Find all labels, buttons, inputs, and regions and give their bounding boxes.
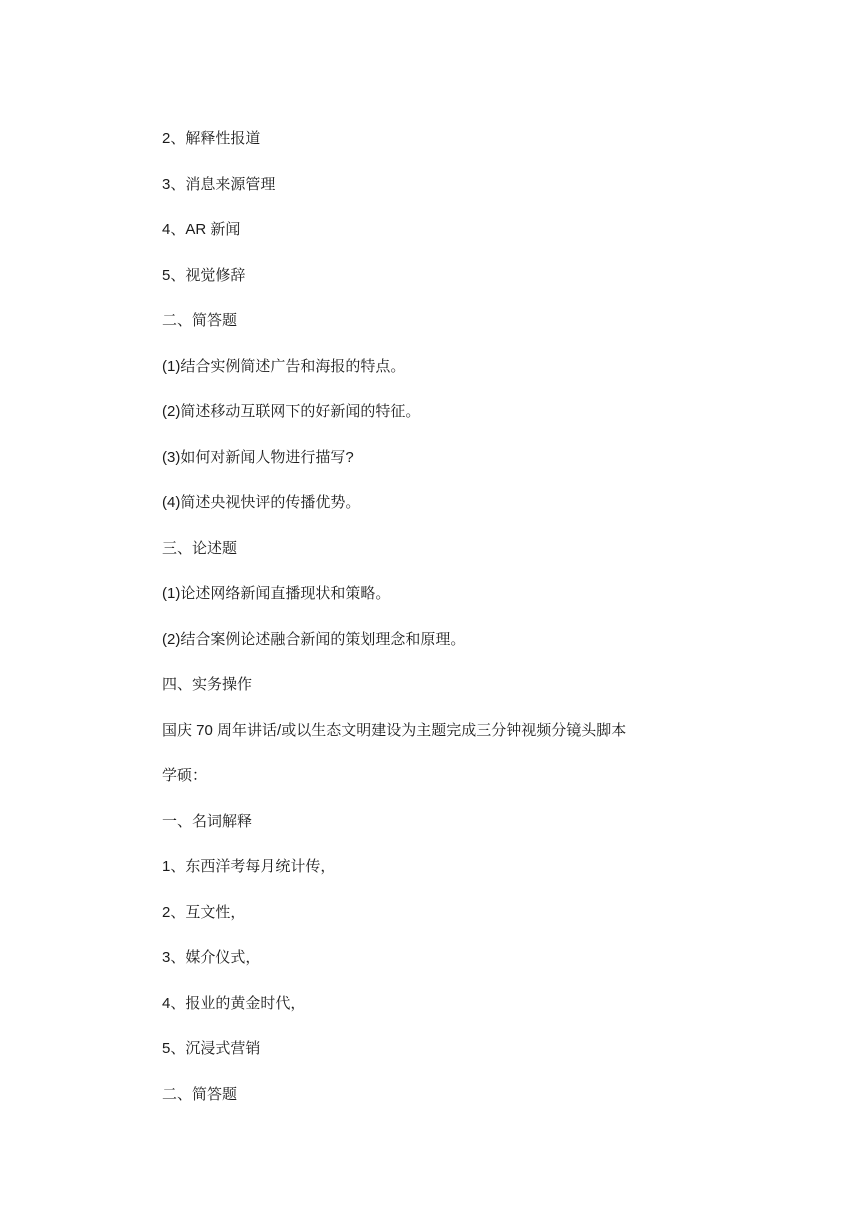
text-line: (2)简述移动互联网下的好新闻的特征。: [162, 403, 421, 420]
text-line: 5、视觉修辞: [162, 267, 246, 284]
section-heading: 二、简答题: [162, 312, 238, 329]
text-line: 2、解释性报道: [162, 130, 261, 147]
text-line: 3、媒介仪式，: [162, 949, 261, 966]
text-line: 4、报业的黄金时代，: [162, 995, 306, 1012]
text-line: (3)如何对新闻人物进行描写?: [162, 449, 354, 466]
section-heading: 三、论述题: [162, 540, 238, 557]
text-line: (1)结合实例简述广告和海报的特点。: [162, 358, 406, 375]
text-line: 4、AR 新闻: [162, 221, 241, 238]
section-heading: 二、简答题: [162, 1086, 238, 1103]
text-line: 1、东西洋考每月统计传，: [162, 858, 336, 875]
text-line: 5、沉浸式营销: [162, 1040, 261, 1057]
text-line: 3、消息来源管理: [162, 176, 276, 193]
text-line: 学硕：: [162, 767, 208, 784]
section-heading: 一、名词解释: [162, 813, 253, 830]
text-line: (4)简述央视快评的传播优势。: [162, 494, 361, 511]
text-line: 2、互文性，: [162, 904, 246, 921]
section-heading: 四、实务操作: [162, 676, 253, 693]
text-line: (1)论述网络新闻直播现状和策略。: [162, 585, 391, 602]
text-line: (2)结合案例论述融合新闻的策划理念和原理。: [162, 631, 466, 648]
text-line: 国庆 70 周年讲话/或以生态文明建设为主题完成三分钟视频分镜头脚本: [162, 722, 627, 739]
